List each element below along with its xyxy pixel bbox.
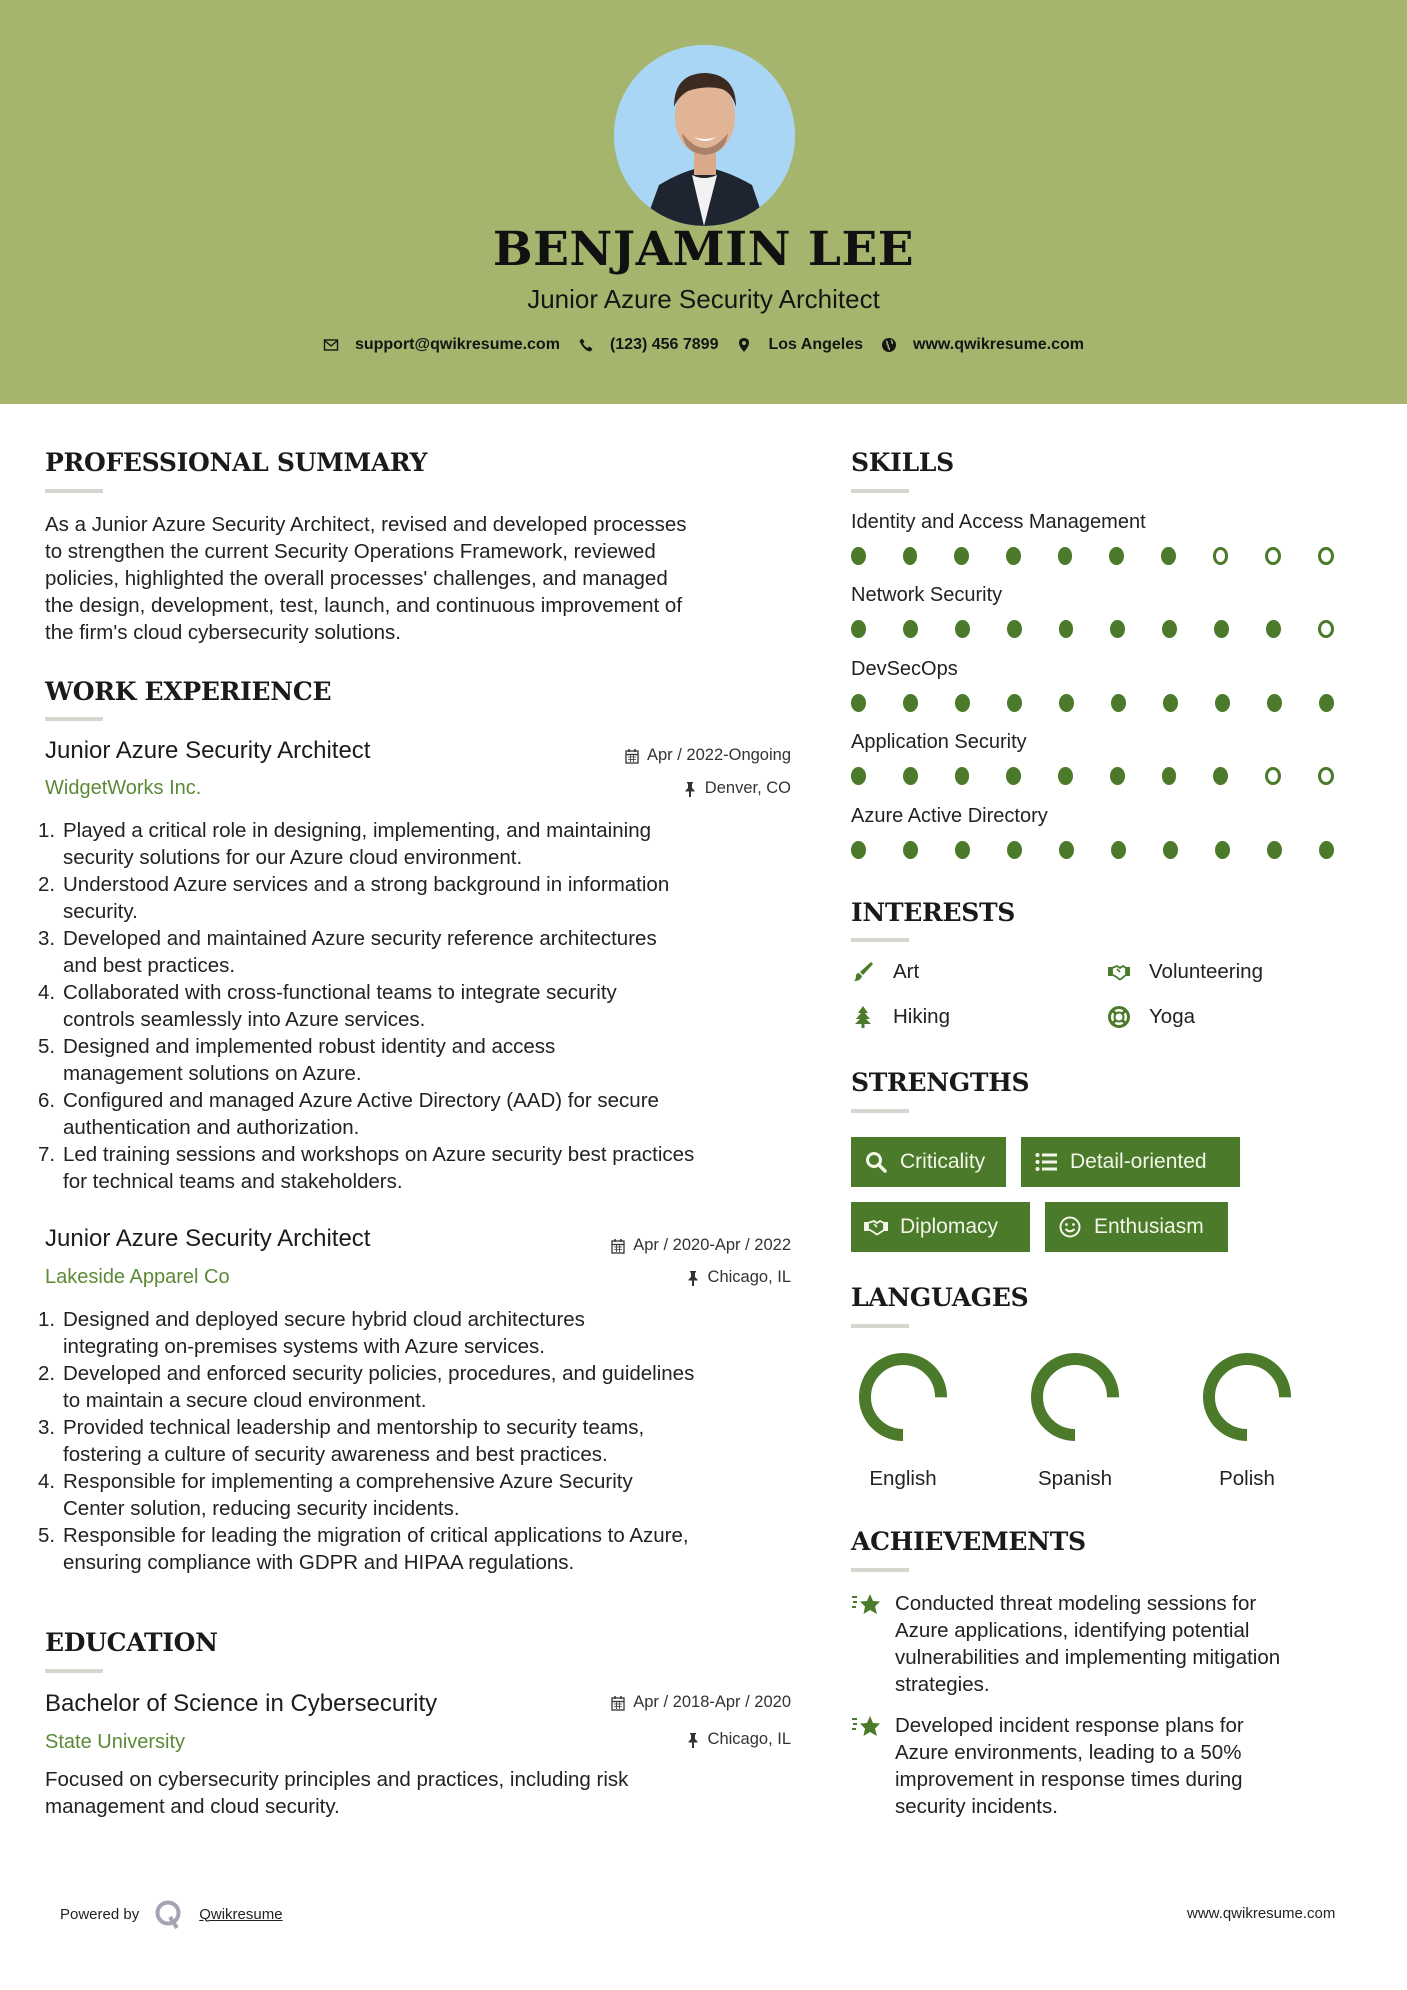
rating-dot-empty xyxy=(1265,767,1281,785)
rating-dot-filled xyxy=(1110,620,1125,638)
rating-dot-filled xyxy=(1111,694,1126,712)
achievement-line: improvement in response times during xyxy=(895,1768,1243,1791)
rating-dot-filled xyxy=(1215,694,1230,712)
strength-label: Criticality xyxy=(900,1150,986,1173)
bullet-line: ensuring compliance with GDPR and HIPAA regulations. xyxy=(63,1551,575,1574)
achievement-line: Developed incident response plans for xyxy=(895,1714,1244,1737)
powered-by xyxy=(60,1898,283,1930)
list-item xyxy=(38,1306,804,1360)
rating-dot-filled xyxy=(1007,620,1022,638)
skill-name: Application Security xyxy=(851,731,1027,753)
powered-by-text: Powered by xyxy=(60,1905,140,1923)
bullet-line: Center solution, reducing security incidents. xyxy=(63,1497,460,1520)
bullet-line: management solutions on Azure. xyxy=(63,1062,362,1085)
languages-divider xyxy=(851,1324,909,1328)
language-item xyxy=(1015,1349,1135,1491)
achievement-line: Conducted threat modeling sessions for xyxy=(895,1592,1257,1615)
rating-dot-empty xyxy=(1318,767,1334,785)
list-item xyxy=(38,817,804,871)
header-banner xyxy=(0,0,1407,404)
bullet-line: fostering a culture of security awareness and best practices. xyxy=(63,1443,608,1466)
pushpin-icon xyxy=(686,1270,700,1286)
achievement-line: Azure applications, identifying potential xyxy=(895,1619,1250,1642)
job-role: Junior Azure Security Architect xyxy=(45,1225,371,1252)
skill-rating xyxy=(851,767,1371,785)
contact-email-text: support@qwikresume.com xyxy=(354,336,560,353)
rating-dot-filled xyxy=(851,547,866,565)
globe-icon xyxy=(881,337,897,353)
bullet-line: Developed and maintained Azure security reference architectures xyxy=(63,927,657,950)
job-dates-text: Apr / 2020-Apr / 2022 xyxy=(633,1236,791,1254)
paintbrush-icon xyxy=(851,960,875,984)
rating-dot-empty xyxy=(1318,620,1334,638)
interest-item xyxy=(1107,960,1263,984)
bullet-number: 4. xyxy=(38,981,56,1004)
degree-title: Bachelor of Science in Cybersecurity xyxy=(45,1690,438,1717)
summary-line: As a Junior Azure Security Architect, revised and developed processes xyxy=(45,513,687,536)
calendar-icon xyxy=(611,1238,625,1254)
achievement-text xyxy=(895,1712,1244,1820)
skill-item xyxy=(851,805,1371,859)
bullet-line: Responsible for implementing a comprehensive Azure Security xyxy=(63,1470,633,1493)
contact-phone[interactable] xyxy=(578,336,719,354)
rating-dot-filled xyxy=(1162,620,1177,638)
rating-dot-filled xyxy=(955,694,970,712)
qwikresume-logo-icon xyxy=(153,1898,185,1930)
interest-label: Volunteering xyxy=(1149,960,1263,983)
interests-divider xyxy=(851,938,909,942)
rating-dot-filled xyxy=(903,841,918,859)
list-icon xyxy=(1034,1150,1058,1174)
job-role: Junior Azure Security Architect xyxy=(45,737,371,764)
education-line: management and cloud security. xyxy=(45,1795,340,1818)
achievement-line: strategies. xyxy=(895,1673,990,1696)
rating-dot-filled xyxy=(1007,841,1022,859)
rating-dot-filled xyxy=(1006,547,1021,565)
rating-dot-filled xyxy=(1214,620,1229,638)
contact-website-text: www.qwikresume.com xyxy=(913,336,1085,353)
rating-dot-filled xyxy=(1007,694,1022,712)
skill-rating xyxy=(851,841,1371,859)
bullet-line: security. xyxy=(63,900,138,923)
achievement-line: Azure environments, leading to a 50% xyxy=(895,1741,1242,1764)
summary-line: to strengthen the current Security Operations Framework, reviewed xyxy=(45,540,656,563)
rating-dot-filled xyxy=(1059,620,1074,638)
bullet-number: 4. xyxy=(38,1470,56,1493)
language-progress-ring xyxy=(1027,1349,1123,1445)
rating-dot-filled xyxy=(1109,547,1124,565)
list-item xyxy=(38,1141,804,1195)
smile-icon xyxy=(1058,1215,1082,1239)
bullet-number: 7. xyxy=(38,1143,56,1166)
achievement-line: vulnerabilities and implementing mitigation xyxy=(895,1646,1281,1669)
job-bullets xyxy=(38,817,804,1195)
bullet-line: Understood Azure services and a strong background in information xyxy=(63,873,670,896)
skills-divider xyxy=(851,489,909,493)
rating-dot-empty xyxy=(1213,547,1229,565)
bullet-line: Configured and managed Azure Active Directory (AAD) for secure xyxy=(63,1089,659,1112)
list-item xyxy=(38,925,804,979)
skill-rating xyxy=(851,620,1371,638)
experience-heading: WORK EXPERIENCE xyxy=(45,677,332,706)
interests-heading: INTERESTS xyxy=(851,898,1016,927)
list-item xyxy=(38,1360,804,1414)
skill-item xyxy=(851,658,1371,712)
list-item xyxy=(38,1414,804,1468)
rating-dot-filled xyxy=(1059,694,1074,712)
language-item xyxy=(843,1349,963,1491)
education-dates xyxy=(611,1693,791,1712)
rating-dot-filled xyxy=(955,841,970,859)
bullet-line: Designed and deployed secure hybrid cloud architectures xyxy=(63,1308,585,1331)
star-award-icon xyxy=(851,1712,883,1742)
list-item xyxy=(38,1087,804,1141)
person-photo-icon xyxy=(614,45,795,226)
strength-badge xyxy=(1045,1202,1228,1252)
rating-dot-filled xyxy=(1058,547,1073,565)
rating-dot-filled xyxy=(851,841,866,859)
rating-dot-filled xyxy=(1213,767,1228,785)
list-item xyxy=(38,1468,804,1522)
summary-line: policies, highlighted the overall processes' challenges, and managed xyxy=(45,567,668,590)
bullet-number: 2. xyxy=(38,873,56,896)
rating-dot-filled xyxy=(1161,547,1176,565)
skill-name: DevSecOps xyxy=(851,658,958,680)
skills-heading: SKILLS xyxy=(851,448,954,477)
job-location-text: Chicago, IL xyxy=(707,1268,791,1286)
interest-label: Yoga xyxy=(1149,1005,1195,1028)
language-label: English xyxy=(869,1467,937,1490)
job-company: Lakeside Apparel Co xyxy=(45,1266,230,1288)
strength-badge xyxy=(1021,1137,1240,1187)
rating-dot-filled xyxy=(1163,694,1178,712)
list-item xyxy=(38,1522,804,1576)
skill-item xyxy=(851,584,1371,638)
bullet-number: 5. xyxy=(38,1524,56,1547)
qwikresume-link[interactable]: Qwikresume xyxy=(199,1905,283,1923)
education-divider xyxy=(45,1669,103,1673)
language-label: Spanish xyxy=(1037,1467,1113,1490)
contact-email[interactable] xyxy=(323,336,560,354)
rating-dot-filled xyxy=(1111,841,1126,859)
language-label: Polish xyxy=(1219,1467,1275,1490)
bullet-number: 1. xyxy=(38,819,56,842)
rating-dot-filled xyxy=(1006,767,1021,785)
job-location xyxy=(686,1268,791,1287)
contact-location-text: Los Angeles xyxy=(768,336,864,353)
achievement-item xyxy=(851,1590,1371,1698)
pushpin-icon xyxy=(686,1732,700,1748)
rating-dot-empty xyxy=(1318,547,1334,565)
skill-name: Network Security xyxy=(851,584,1003,606)
map-pin-icon xyxy=(736,337,752,353)
bullet-line: Designed and implemented robust identity and access xyxy=(63,1035,556,1058)
language-progress-ring xyxy=(1199,1349,1295,1445)
bullet-line: to maintain a secure cloud environment. xyxy=(63,1389,427,1412)
rating-dot-filled xyxy=(903,620,918,638)
rating-dot-filled xyxy=(851,694,866,712)
contact-phone-text: (123) 456 7899 xyxy=(609,336,719,353)
bullet-line: security solutions for our Azure cloud environment. xyxy=(63,846,523,869)
tree-icon xyxy=(851,1005,875,1029)
contact-bar xyxy=(0,336,1407,354)
school-name: State University xyxy=(45,1731,186,1753)
bullet-line: integrating on-premises systems with Azure services. xyxy=(63,1335,545,1358)
bullet-line: authentication and authorization. xyxy=(63,1116,360,1139)
strength-label: Diplomacy xyxy=(900,1215,999,1238)
job-dates-text: Apr / 2022-Ongoing xyxy=(646,746,791,764)
skill-item xyxy=(851,511,1371,565)
calendar-icon xyxy=(611,1695,625,1711)
phone-icon xyxy=(578,337,594,353)
list-item xyxy=(38,1033,804,1087)
rating-dot-filled xyxy=(1110,767,1125,785)
strength-label: Detail-oriented xyxy=(1070,1150,1207,1173)
rating-dot-empty xyxy=(1265,547,1281,565)
strengths-divider xyxy=(851,1109,909,1113)
bullet-line: for technical teams and stakeholders. xyxy=(63,1170,403,1193)
footer-website[interactable]: www.qwikresume.com xyxy=(1187,1905,1336,1922)
bullet-number: 3. xyxy=(38,1416,56,1439)
handshake-icon xyxy=(864,1215,888,1239)
bullet-number: 2. xyxy=(38,1362,56,1385)
calendar-icon xyxy=(625,748,639,764)
bullet-line: Collaborated with cross-functional teams to integrate security xyxy=(63,981,617,1004)
list-item xyxy=(38,979,804,1033)
skill-rating xyxy=(851,547,1371,565)
languages-heading: LANGUAGES xyxy=(851,1283,1029,1312)
strength-badge xyxy=(851,1202,1030,1252)
interest-item xyxy=(851,960,919,984)
strengths-heading: STRENGTHS xyxy=(851,1068,1030,1097)
rating-dot-filled xyxy=(851,767,866,785)
rating-dot-filled xyxy=(1319,694,1334,712)
skill-rating xyxy=(851,694,1371,712)
rating-dot-filled xyxy=(903,767,918,785)
education-dates-text: Apr / 2018-Apr / 2020 xyxy=(633,1693,791,1711)
rating-dot-filled xyxy=(954,547,969,565)
contact-website[interactable] xyxy=(881,336,1084,354)
education-heading: EDUCATION xyxy=(45,1628,218,1657)
skill-item xyxy=(851,731,1371,785)
rating-dot-filled xyxy=(1267,841,1282,859)
language-progress-ring xyxy=(855,1349,951,1445)
bullet-line: and best practices. xyxy=(63,954,236,977)
interest-label: Hiking xyxy=(893,1005,950,1028)
job-bullets xyxy=(38,1306,804,1576)
rating-dot-filled xyxy=(955,767,970,785)
rating-dot-filled xyxy=(1162,767,1177,785)
strength-badge xyxy=(851,1137,1006,1187)
bullet-line: controls seamlessly into Azure services. xyxy=(63,1008,426,1031)
summary-line: the design, development, test, launch, and continuous improvement of xyxy=(45,594,683,617)
search-icon xyxy=(864,1150,888,1174)
achievement-line: security incidents. xyxy=(895,1795,1058,1818)
candidate-name: BENJAMIN LEE xyxy=(492,222,915,277)
handshake-icon xyxy=(1107,960,1131,984)
envelope-icon xyxy=(323,337,339,353)
achievement-item xyxy=(851,1712,1371,1820)
rating-dot-filled xyxy=(903,694,918,712)
education-location-text: Chicago, IL xyxy=(707,1730,791,1748)
achievements-heading: ACHIEVEMENTS xyxy=(851,1527,1086,1556)
language-item xyxy=(1187,1349,1307,1491)
job-location xyxy=(683,779,791,798)
rating-dot-filled xyxy=(1059,841,1074,859)
job-company: WidgetWorks Inc. xyxy=(45,777,202,799)
rating-dot-filled xyxy=(1319,841,1334,859)
rating-dot-filled xyxy=(1266,620,1281,638)
job-location-text: Denver, CO xyxy=(704,779,791,797)
interest-item xyxy=(1107,1005,1195,1029)
strength-label: Enthusiasm xyxy=(1094,1215,1204,1238)
education-location xyxy=(686,1730,791,1749)
bullet-line: Responsible for leading the migration of critical applications to Azure, xyxy=(63,1524,689,1547)
job-dates xyxy=(611,1236,791,1255)
profile-photo xyxy=(614,45,795,226)
contact-location xyxy=(736,336,863,354)
interest-item xyxy=(851,1005,950,1029)
pushpin-icon xyxy=(683,781,697,797)
summary-text xyxy=(45,511,815,646)
achievement-text xyxy=(895,1590,1280,1698)
summary-divider xyxy=(45,489,103,493)
rating-dot-filled xyxy=(903,547,918,565)
list-item xyxy=(38,871,804,925)
rating-dot-filled xyxy=(1058,767,1073,785)
summary-heading: PROFESSIONAL SUMMARY xyxy=(45,448,428,477)
bullet-line: Developed and enforced security policies, procedures, and guidelines xyxy=(63,1362,695,1385)
candidate-title: Junior Azure Security Architect xyxy=(527,284,880,314)
education-line: Focused on cybersecurity principles and practices, including risk xyxy=(45,1768,629,1791)
skill-name: Identity and Access Management xyxy=(851,511,1146,533)
interest-label: Art xyxy=(893,960,920,983)
achievements-divider xyxy=(851,1568,909,1572)
rating-dot-filled xyxy=(1267,694,1282,712)
experience-divider xyxy=(45,717,103,721)
bullet-number: 1. xyxy=(38,1308,56,1331)
education-description xyxy=(45,1766,815,1820)
rating-dot-filled xyxy=(1163,841,1178,859)
job-dates xyxy=(625,746,791,765)
bullet-line: Provided technical leadership and mentorship to security teams, xyxy=(63,1416,645,1439)
bullet-line: Led training sessions and workshops on Azure security best practices xyxy=(63,1143,695,1166)
star-award-icon xyxy=(851,1590,883,1620)
summary-line: the firm's cloud cybersecurity solutions. xyxy=(45,621,401,644)
bullet-line: Played a critical role in designing, implementing, and maintaining xyxy=(63,819,651,842)
skill-name: Azure Active Directory xyxy=(851,805,1048,827)
rating-dot-filled xyxy=(851,620,866,638)
lifering-icon xyxy=(1107,1005,1131,1029)
bullet-number: 5. xyxy=(38,1035,56,1058)
rating-dot-filled xyxy=(955,620,970,638)
rating-dot-filled xyxy=(1215,841,1230,859)
bullet-number: 3. xyxy=(38,927,56,950)
bullet-number: 6. xyxy=(38,1089,56,1112)
